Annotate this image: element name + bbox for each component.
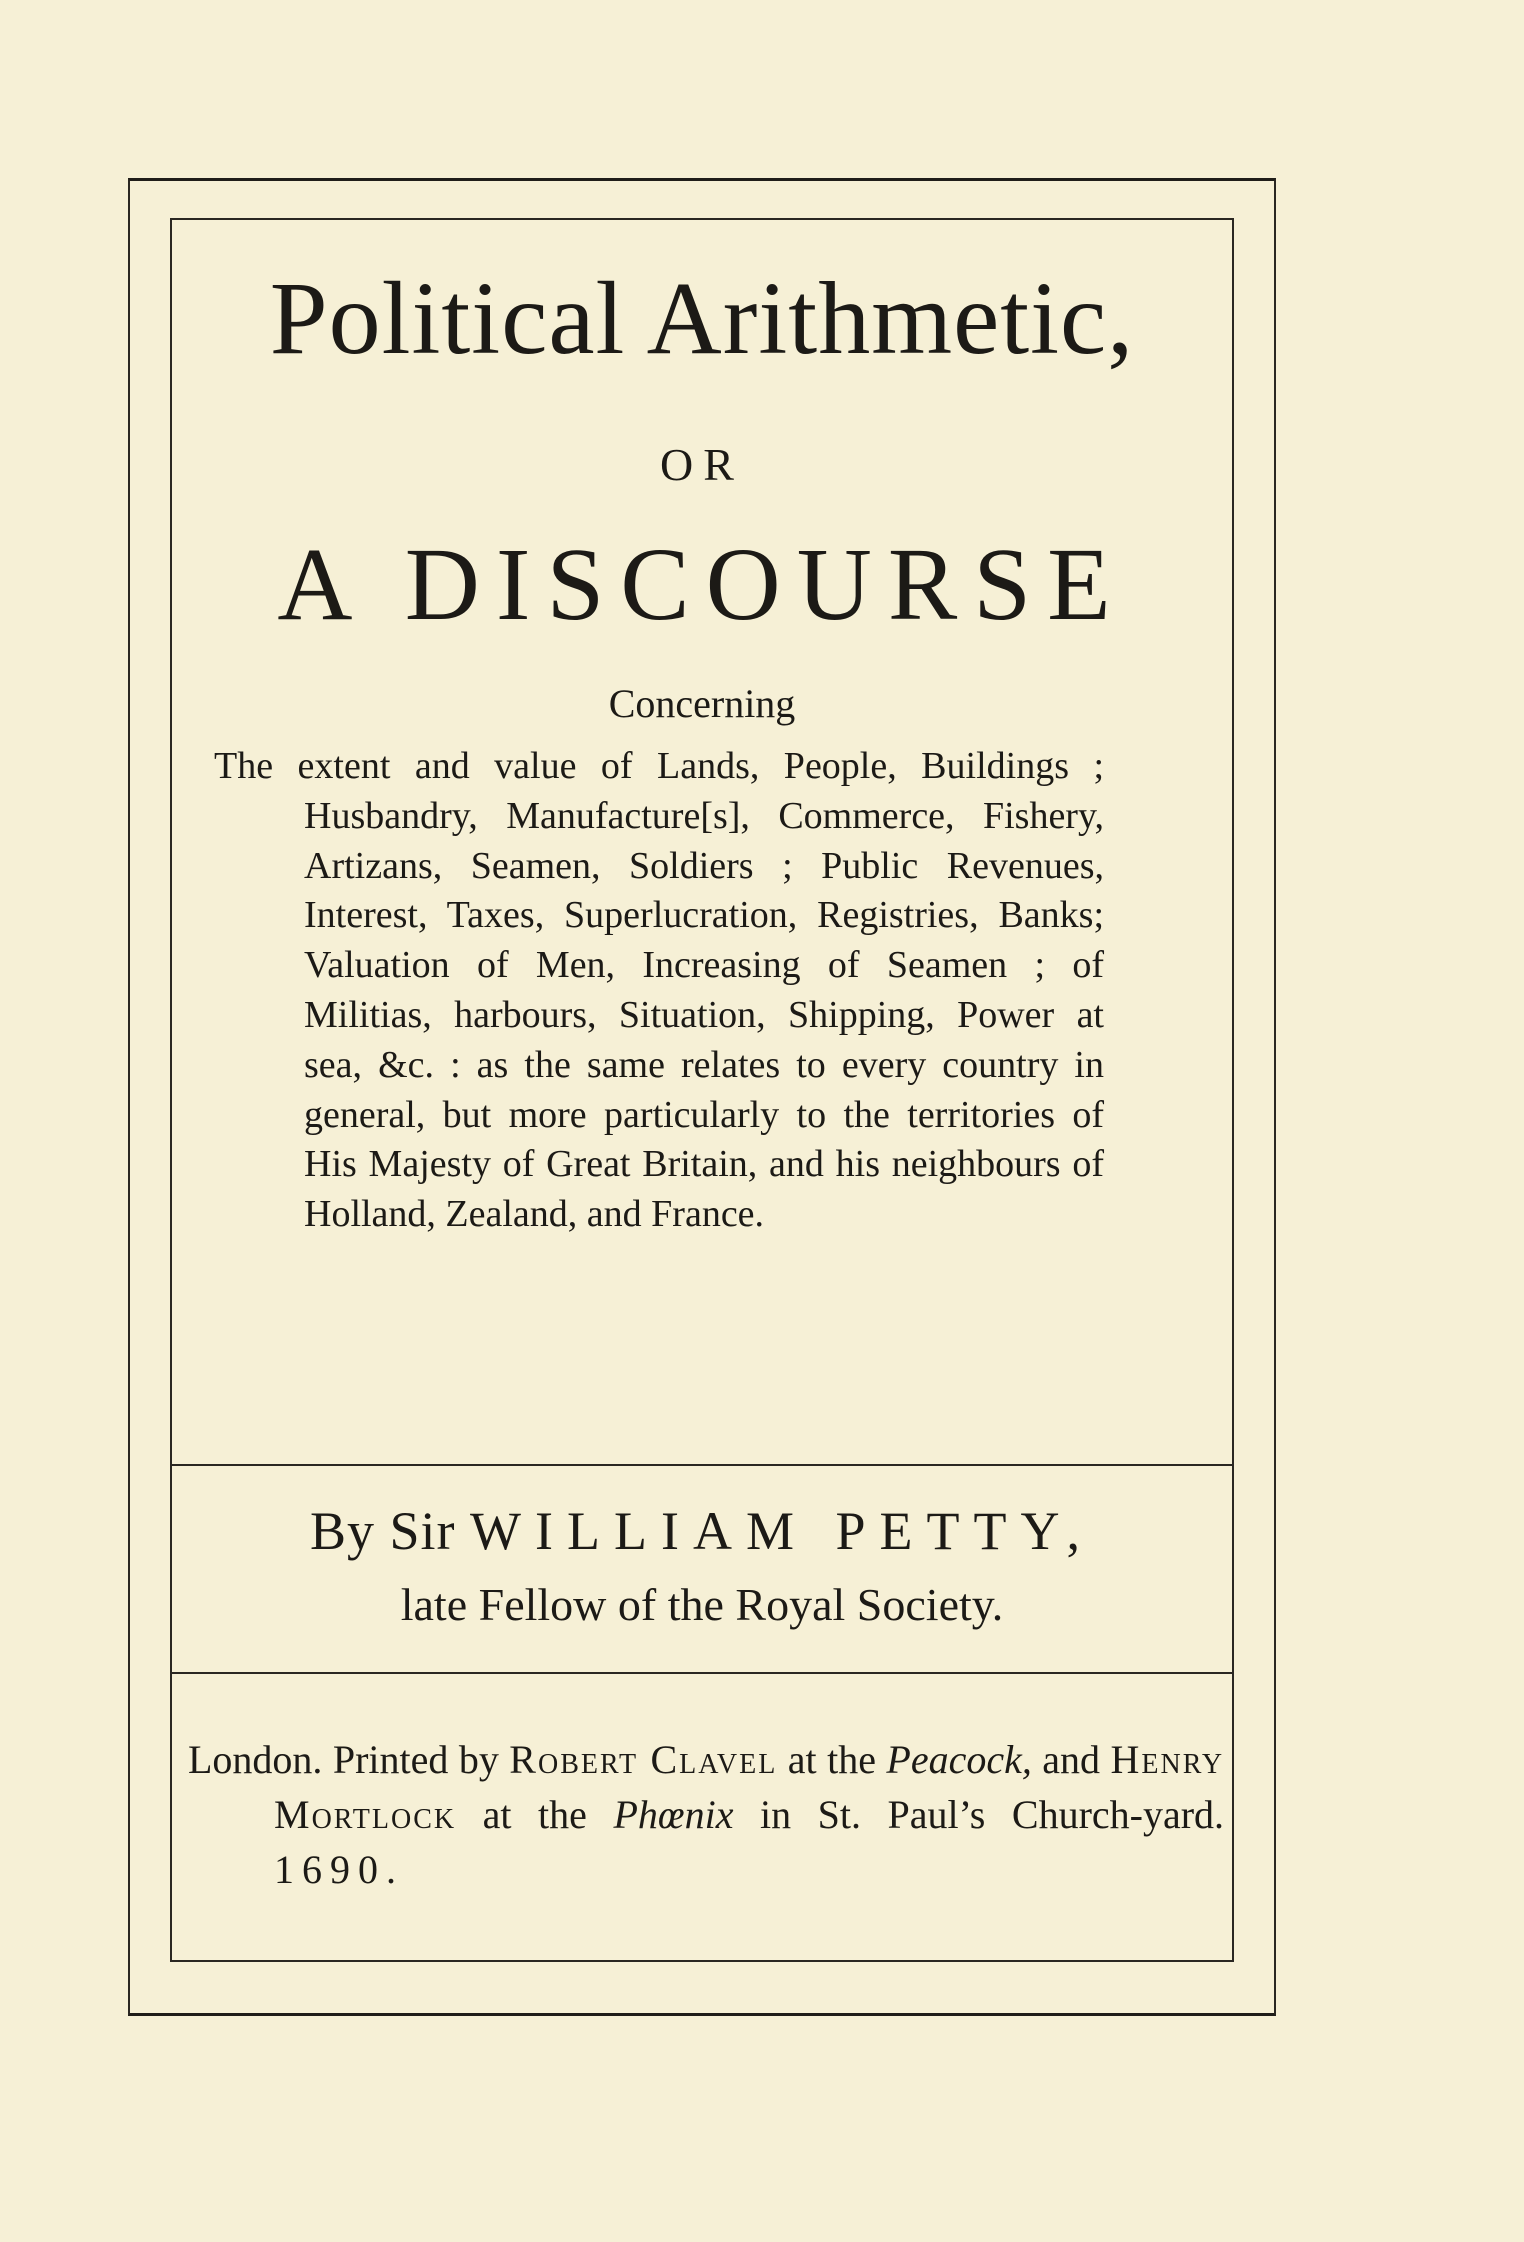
or-connector: OR: [660, 439, 744, 490]
author-title: late Fellow of the Royal Society.: [400, 1579, 1004, 1630]
author-line: [170, 1500, 1234, 1562]
imprint-part3: and: [1042, 1737, 1101, 1782]
book-subtitle: A DISCOURSE: [277, 527, 1127, 642]
description-text: The extent and value of Lands, People, Buildings ; Husbandry, Manufacture[s], Commerce, Fishery, Artizans, Seamen, Soldiers ; Public Revenues, Interest, Taxes, Superlucration, Registries, Banks; Valuation of Men, Increasing of Seamen ; of Militias, harbours, Situation, Shipping, Power at sea, &c. : as the same relates to every country in general, but more particularly to the territories of His Majesty of Great Britain, and his neighbours of Holland, Zealand, and France.: [214, 745, 1104, 1236]
imprint-part4: at the: [482, 1792, 587, 1837]
divider-rule-2: [170, 1672, 1234, 1674]
printer-1: Robert Clavel: [509, 1737, 778, 1782]
author-name: WILLIAM PETTY,: [470, 1501, 1094, 1561]
author-prefix: By Sir: [310, 1501, 456, 1561]
divider-rule-1: [170, 1464, 1234, 1466]
printer-2: Henry Mortlock: [274, 1737, 1225, 1837]
sign-2: Phœnix: [613, 1792, 734, 1837]
imprint-part5: in St. Paul’s Church-yard.: [760, 1792, 1225, 1837]
concerning-label: Concerning: [608, 681, 796, 726]
imprint: [188, 1732, 1224, 1897]
book-title: Political Arithmetic,: [269, 261, 1135, 376]
imprint-year: 1690.: [274, 1847, 404, 1892]
sign-1: Peacock,: [886, 1737, 1032, 1782]
imprint-part2: at the: [787, 1737, 876, 1782]
imprint-part1: London. Printed by: [188, 1737, 499, 1782]
